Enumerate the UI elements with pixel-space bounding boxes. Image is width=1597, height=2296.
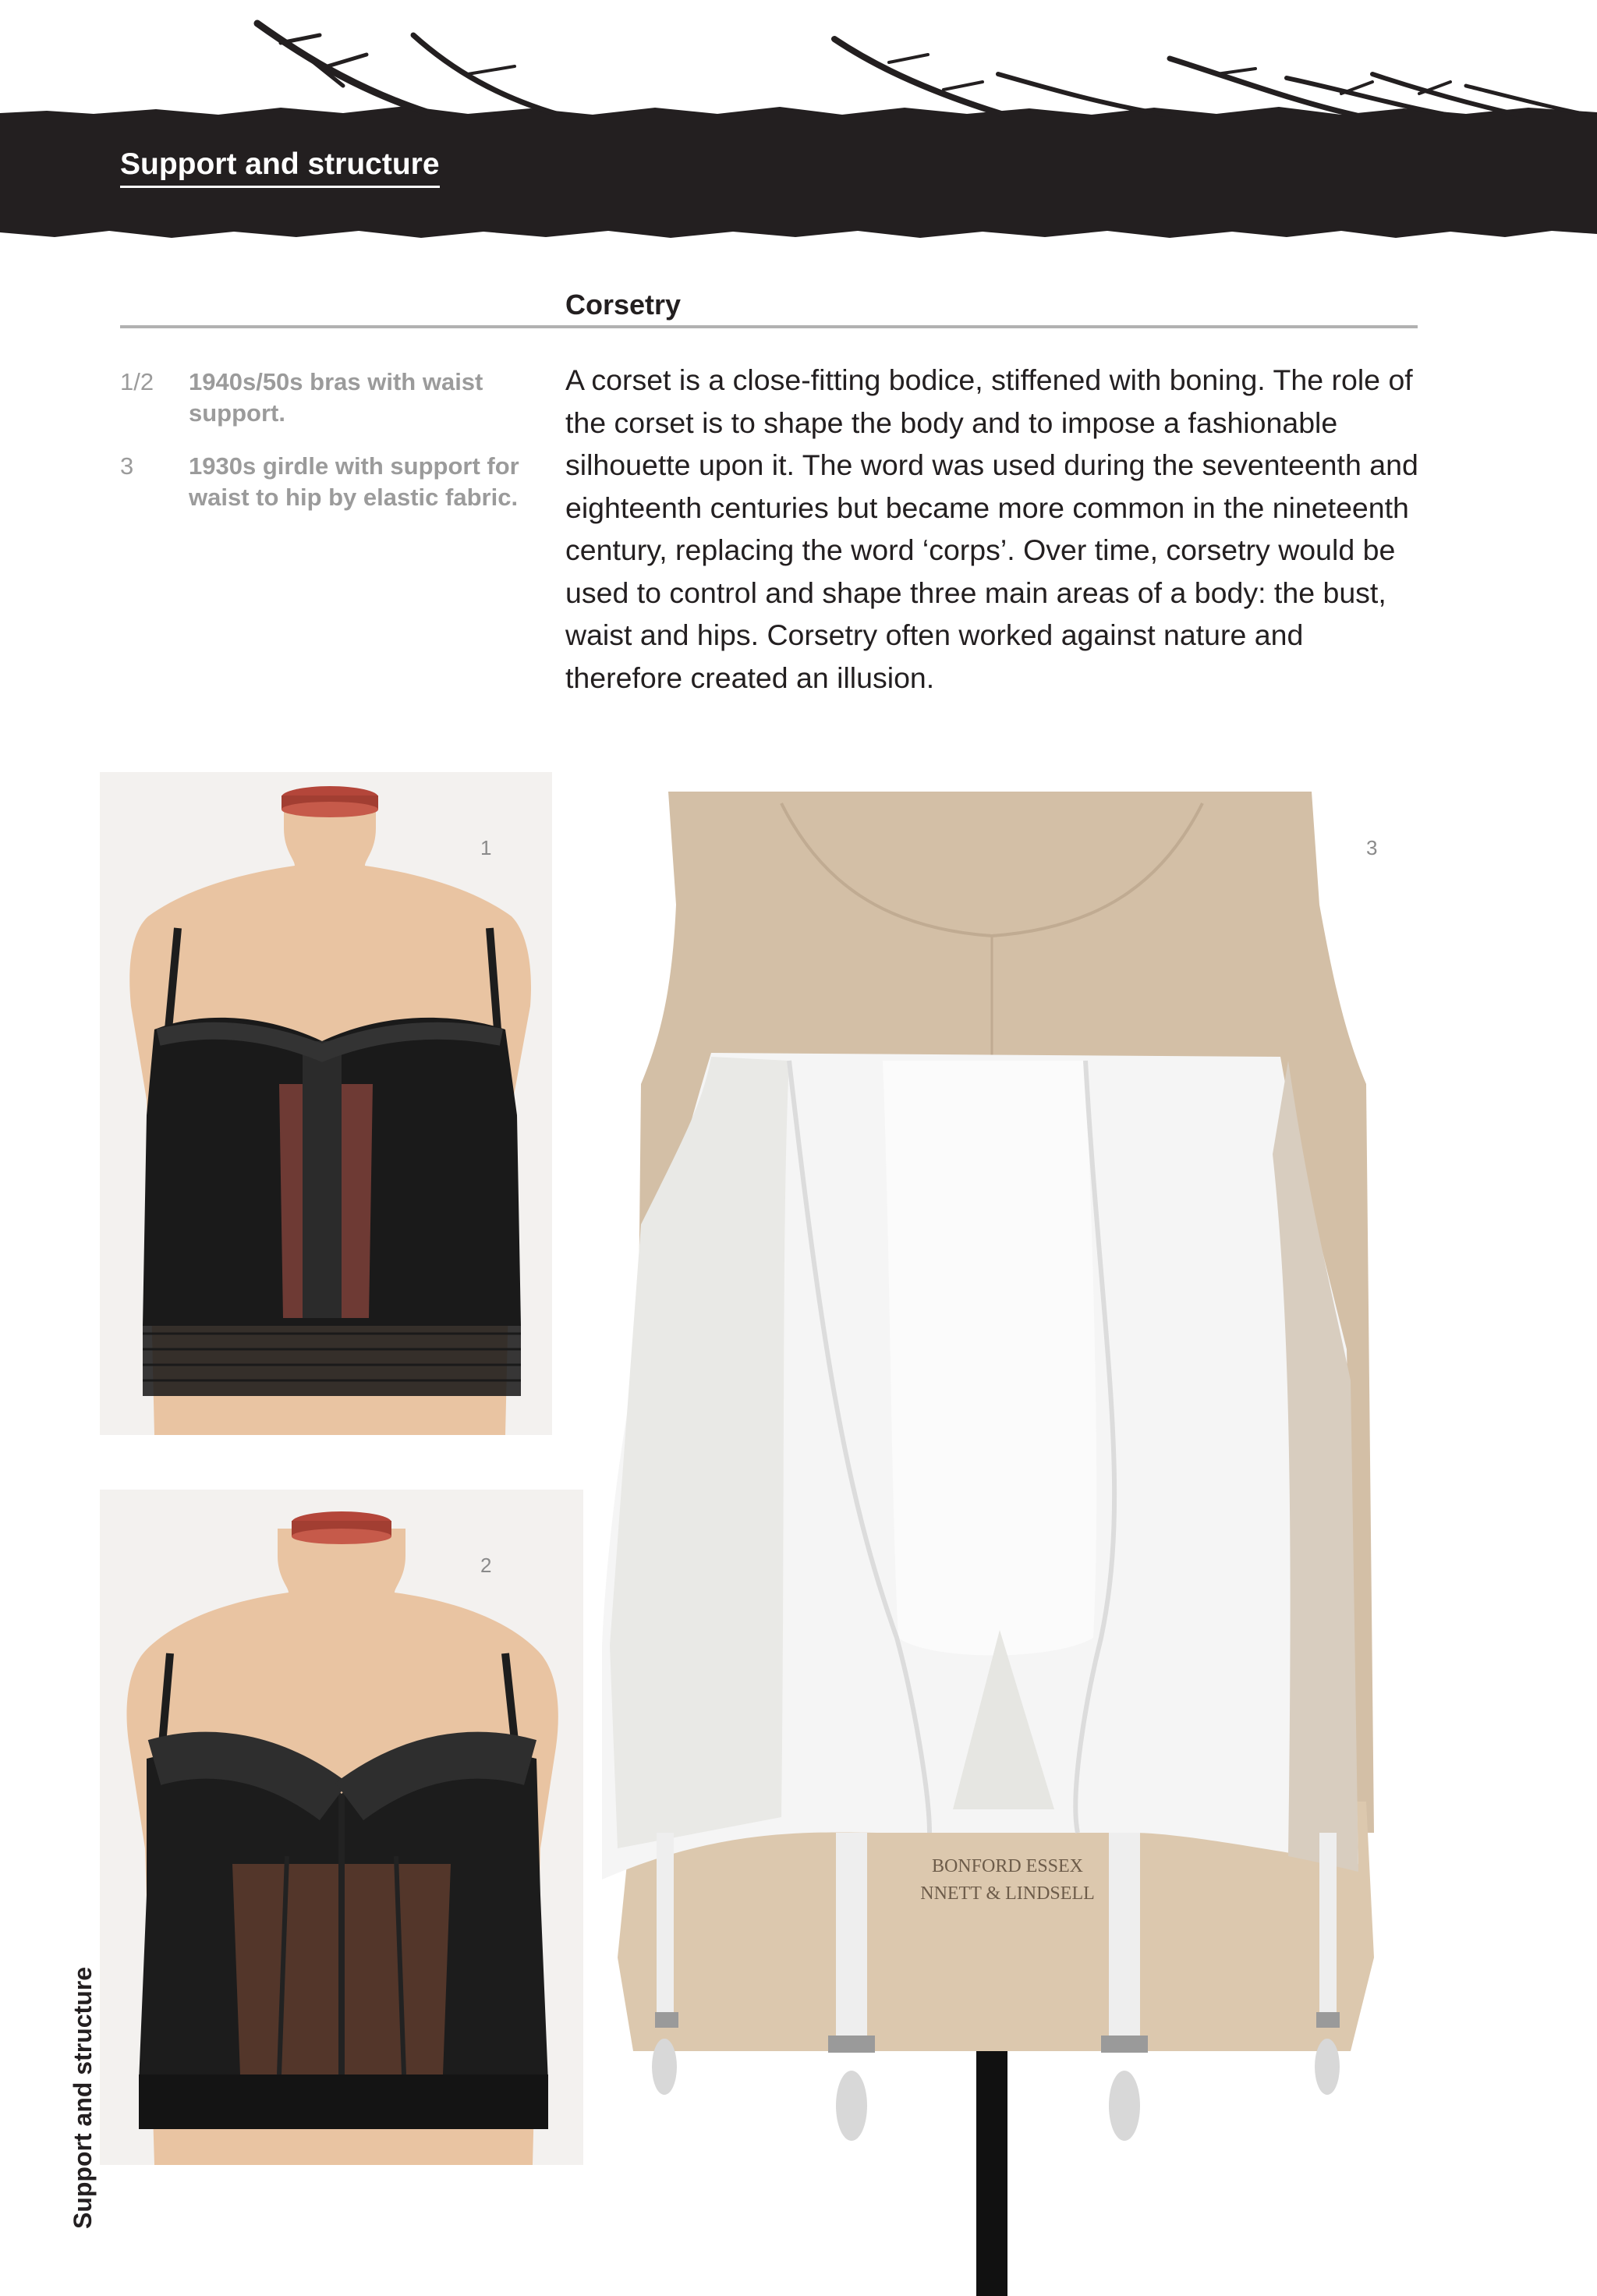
caption-number: 3 (120, 452, 134, 480)
caption-1-2 (120, 367, 541, 429)
figure-3-number: 3 (1366, 836, 1378, 859)
header-band (0, 0, 1597, 250)
section-heading: Corsetry (565, 289, 682, 321)
mannequin-text-2: NNETT & LINDSELL (920, 1883, 1095, 1904)
figure-1-photo (100, 772, 552, 1435)
header-title: Support and structure (120, 147, 440, 188)
mannequin-text-1: BONFORD ESSEX (931, 1856, 1084, 1876)
side-section-label: Support and structure (69, 1966, 97, 2229)
figure-2-photo (100, 1490, 583, 2165)
section-divider (120, 325, 1418, 328)
figure-3-photo (586, 788, 1397, 2296)
body-text (565, 359, 1423, 699)
body-paragraph: A corset is a close-fitting bodice, stiffened with boning. The role of the corset is to shape the body and to impose a fashionable silhouette upon it. The word was used during the seventeenth and eighteenth centuries but became more common in the nineteenth century, replacing the word ‘corps’. Over time, corsetry would be used to control and shape three main areas of a body: the bust, waist and hips. Corsetry often worked against nature and therefore created an illusion. (565, 363, 1418, 694)
caption-3 (120, 451, 541, 513)
caption-text: 1930s girdle with support for waist to hip by elastic fabric. (189, 452, 519, 511)
caption-number: 1/2 (120, 368, 154, 395)
caption-text: 1940s/50s bras with waist support. (189, 368, 483, 427)
figure-1-number: 1 (480, 836, 492, 859)
branch-illustration (0, 0, 1597, 250)
figure-2-number: 2 (480, 1554, 492, 1577)
